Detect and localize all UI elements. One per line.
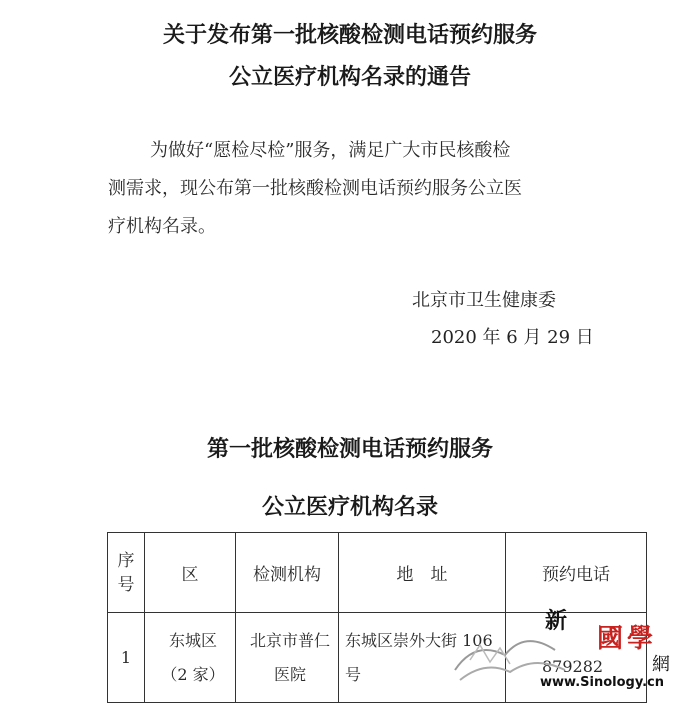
notice-title-line2: 公立医疗机构名录的通告: [228, 65, 471, 90]
header-seq: [108, 533, 145, 613]
notice-body-line3: 疗机构名录。: [108, 216, 216, 237]
cell-phone-value: 879282: [542, 657, 604, 676]
header-seq-line1: 序: [117, 550, 135, 571]
header-seq-line2: 号: [117, 574, 135, 595]
watermark-char-guoxue: 國學: [597, 624, 658, 654]
watermark-url: www.Sinology.cn: [540, 675, 665, 690]
header-institution: 检测机构: [236, 533, 339, 613]
header-phone: 预约电话: [506, 533, 647, 613]
issue-date: 2020 年 6 月 29 日: [431, 327, 594, 348]
cell-institution-line2: 医院: [273, 664, 306, 684]
watermark-char-wang: 網: [652, 654, 670, 675]
cell-district-line1: 东城区: [168, 630, 217, 650]
watermark-char-new: 新: [545, 608, 568, 634]
cell-institution-line1: 北京市普仁: [249, 630, 330, 650]
cell-seq: 1: [108, 613, 145, 703]
notice-body-line2: 测需求，现公布第一批核酸检测电话预约服务公立医: [108, 178, 522, 199]
header-address: 地 址: [339, 533, 506, 613]
cell-address-line2: 号: [345, 664, 362, 684]
cell-district-line2: （2 家）: [161, 664, 225, 684]
notice-body-line1: 为做好“愿检尽检”服务，满足广大市民核酸检: [150, 140, 511, 161]
list-title-line2: 公立医疗机构名录: [261, 495, 438, 520]
cell-address-line1: 东城区崇外大街 106: [345, 630, 493, 650]
header-district: 区: [145, 533, 236, 613]
issuer: 北京市卫生健康委: [412, 290, 556, 311]
notice-title-line1: 关于发布第一批核酸检测电话预约服务: [162, 23, 537, 48]
cell-institution: [236, 613, 339, 703]
list-title-line1: 第一批核酸检测电话预约服务: [206, 437, 493, 462]
cell-district: [145, 613, 236, 703]
